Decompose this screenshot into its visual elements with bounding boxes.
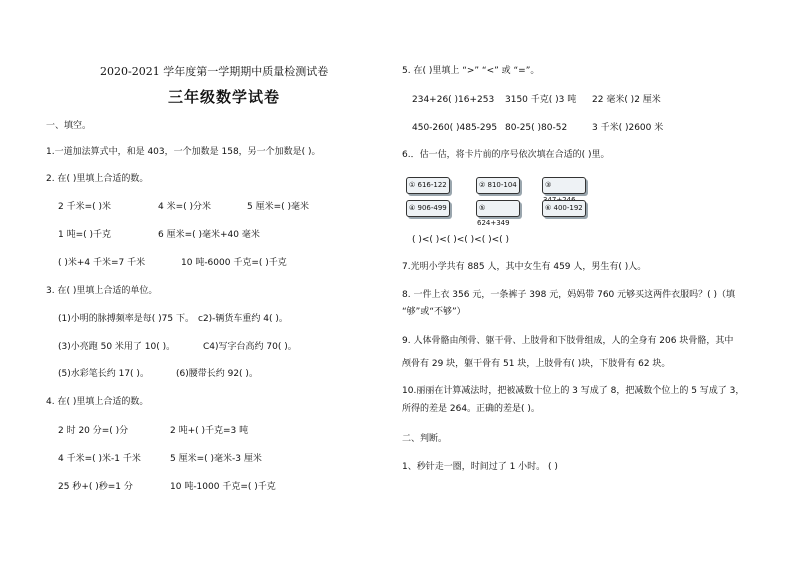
question-3: 3. 在( )里填上合适的单位。 (46, 286, 158, 296)
q2-item: 5 厘米=( )毫米 (247, 202, 310, 212)
section-judge: 二、判断。 (402, 434, 448, 444)
q4-item: 2 时 20 分=( )分 (58, 426, 129, 436)
section-fill-blanks: 一、填空。 (46, 121, 92, 131)
q3-item: C4)写字台高约 70( )。 (203, 342, 297, 352)
q4-item: 25 秒+( )秒=1 分 (58, 482, 133, 492)
q3-item: (1)小明的脉搏频率是每( )75 下。 (58, 314, 194, 324)
q6-answer-blanks: ( )<( )<( )<( )<( )<( ) (412, 235, 510, 245)
question-8: 8. 一件上衣 356 元，一条裤子 398 元，妈妈带 760 元够买这两件衣服吗？( )（填 (402, 290, 736, 300)
question-9-cont: 颅骨有 29 块，躯干骨有 51 块，上肢骨有( )块，下肢骨有 62 块。 (402, 359, 671, 369)
estimate-card: ⑥ 400-192 (542, 200, 586, 217)
q2-item: 6 厘米=( )毫米+40 毫米 (158, 230, 260, 240)
q5-item: 450-260( )485-295 (412, 123, 498, 133)
q2-item: 2 千米=( )米 (58, 202, 112, 212)
q3-item: (5)水彩笔长约 17( )。 (58, 369, 149, 379)
estimate-card: ③ (542, 177, 586, 194)
question-10-cont: 所得的差是 264。正确的差是( )。 (402, 404, 540, 414)
q5-item: 3150 千克( )3 吨 (505, 95, 577, 105)
exam-subtitle: 三年级数学试卷 (168, 88, 281, 106)
q5-item: 3 千米( )2600 米 (592, 123, 664, 133)
q4-item: 2 吨+( )千克=3 吨 (170, 426, 249, 436)
q4-item: 10 吨-1000 千克=( )千克 (170, 482, 276, 492)
question-4: 4. 在( )里填上合适的数。 (46, 397, 149, 407)
question-6: 6.．估一估，将卡片前的序号依次填在合适的( )里。 (402, 150, 610, 160)
estimate-card: ① 616-122 (406, 177, 450, 194)
q2-item: ( )米+4 千米=7 千米 (58, 258, 146, 268)
question-1: 1.一道加法算式中，和是 403，一个加数是 158，另一个加数是( )。 (46, 147, 321, 157)
q5-item: 22 毫米( )2 厘米 (592, 95, 661, 105)
question-2: 2. 在( )里填上合适的数。 (46, 174, 149, 184)
q3-item: (6)腰带长约 92( )。 (176, 369, 258, 379)
exam-title: 2020-2021 学年度第一学期期中质量检测试卷 (100, 65, 329, 78)
question-8-cont: “够”或“不够”） (402, 307, 466, 317)
estimate-card: ⑤ 624+349 (476, 200, 520, 217)
question-7: 7.光明小学共有 885 人，其中女生有 459 人，男生有( )人。 (402, 262, 647, 272)
q2-item: 10 吨-6000 千克=( )千克 (181, 258, 287, 268)
q4-item: 4 千米=( )米-1 千米 (58, 454, 141, 464)
q2-item: 1 吨=( )千克 (58, 230, 112, 240)
judge-1: 1、秒针走一圈，时间过了 1 小时。 ( ) (402, 462, 558, 472)
q5-item: 234+26( )16+253 (412, 95, 495, 105)
estimate-card: ④ 906-499 (406, 200, 450, 217)
q3-item: c2)-辆货车重约 4( )。 (198, 314, 288, 324)
q3-item: (3)小亮跑 50 米用了 10( )。 (58, 342, 176, 352)
q5-item: 80-25( )80-52 (505, 123, 568, 133)
q2-item: 4 米=( )分米 (158, 202, 212, 212)
q4-item: 5 厘米=( )毫米-3 厘米 (170, 454, 262, 464)
estimate-card: ② 810-104 (476, 177, 520, 194)
question-9: 9. 人体骨骼由颅骨、躯干骨、上肢骨和下肢骨组成，人的全身有 206 块骨骼，其中 (402, 336, 734, 346)
question-10: 10.丽丽在计算减法时，把被减数十位上的 3 写成了 8，把减数个位上的 5 写成了 3， (402, 386, 745, 396)
question-5: 5. 在( )里填上 “>” “<” 或 “=”。 (402, 66, 540, 76)
